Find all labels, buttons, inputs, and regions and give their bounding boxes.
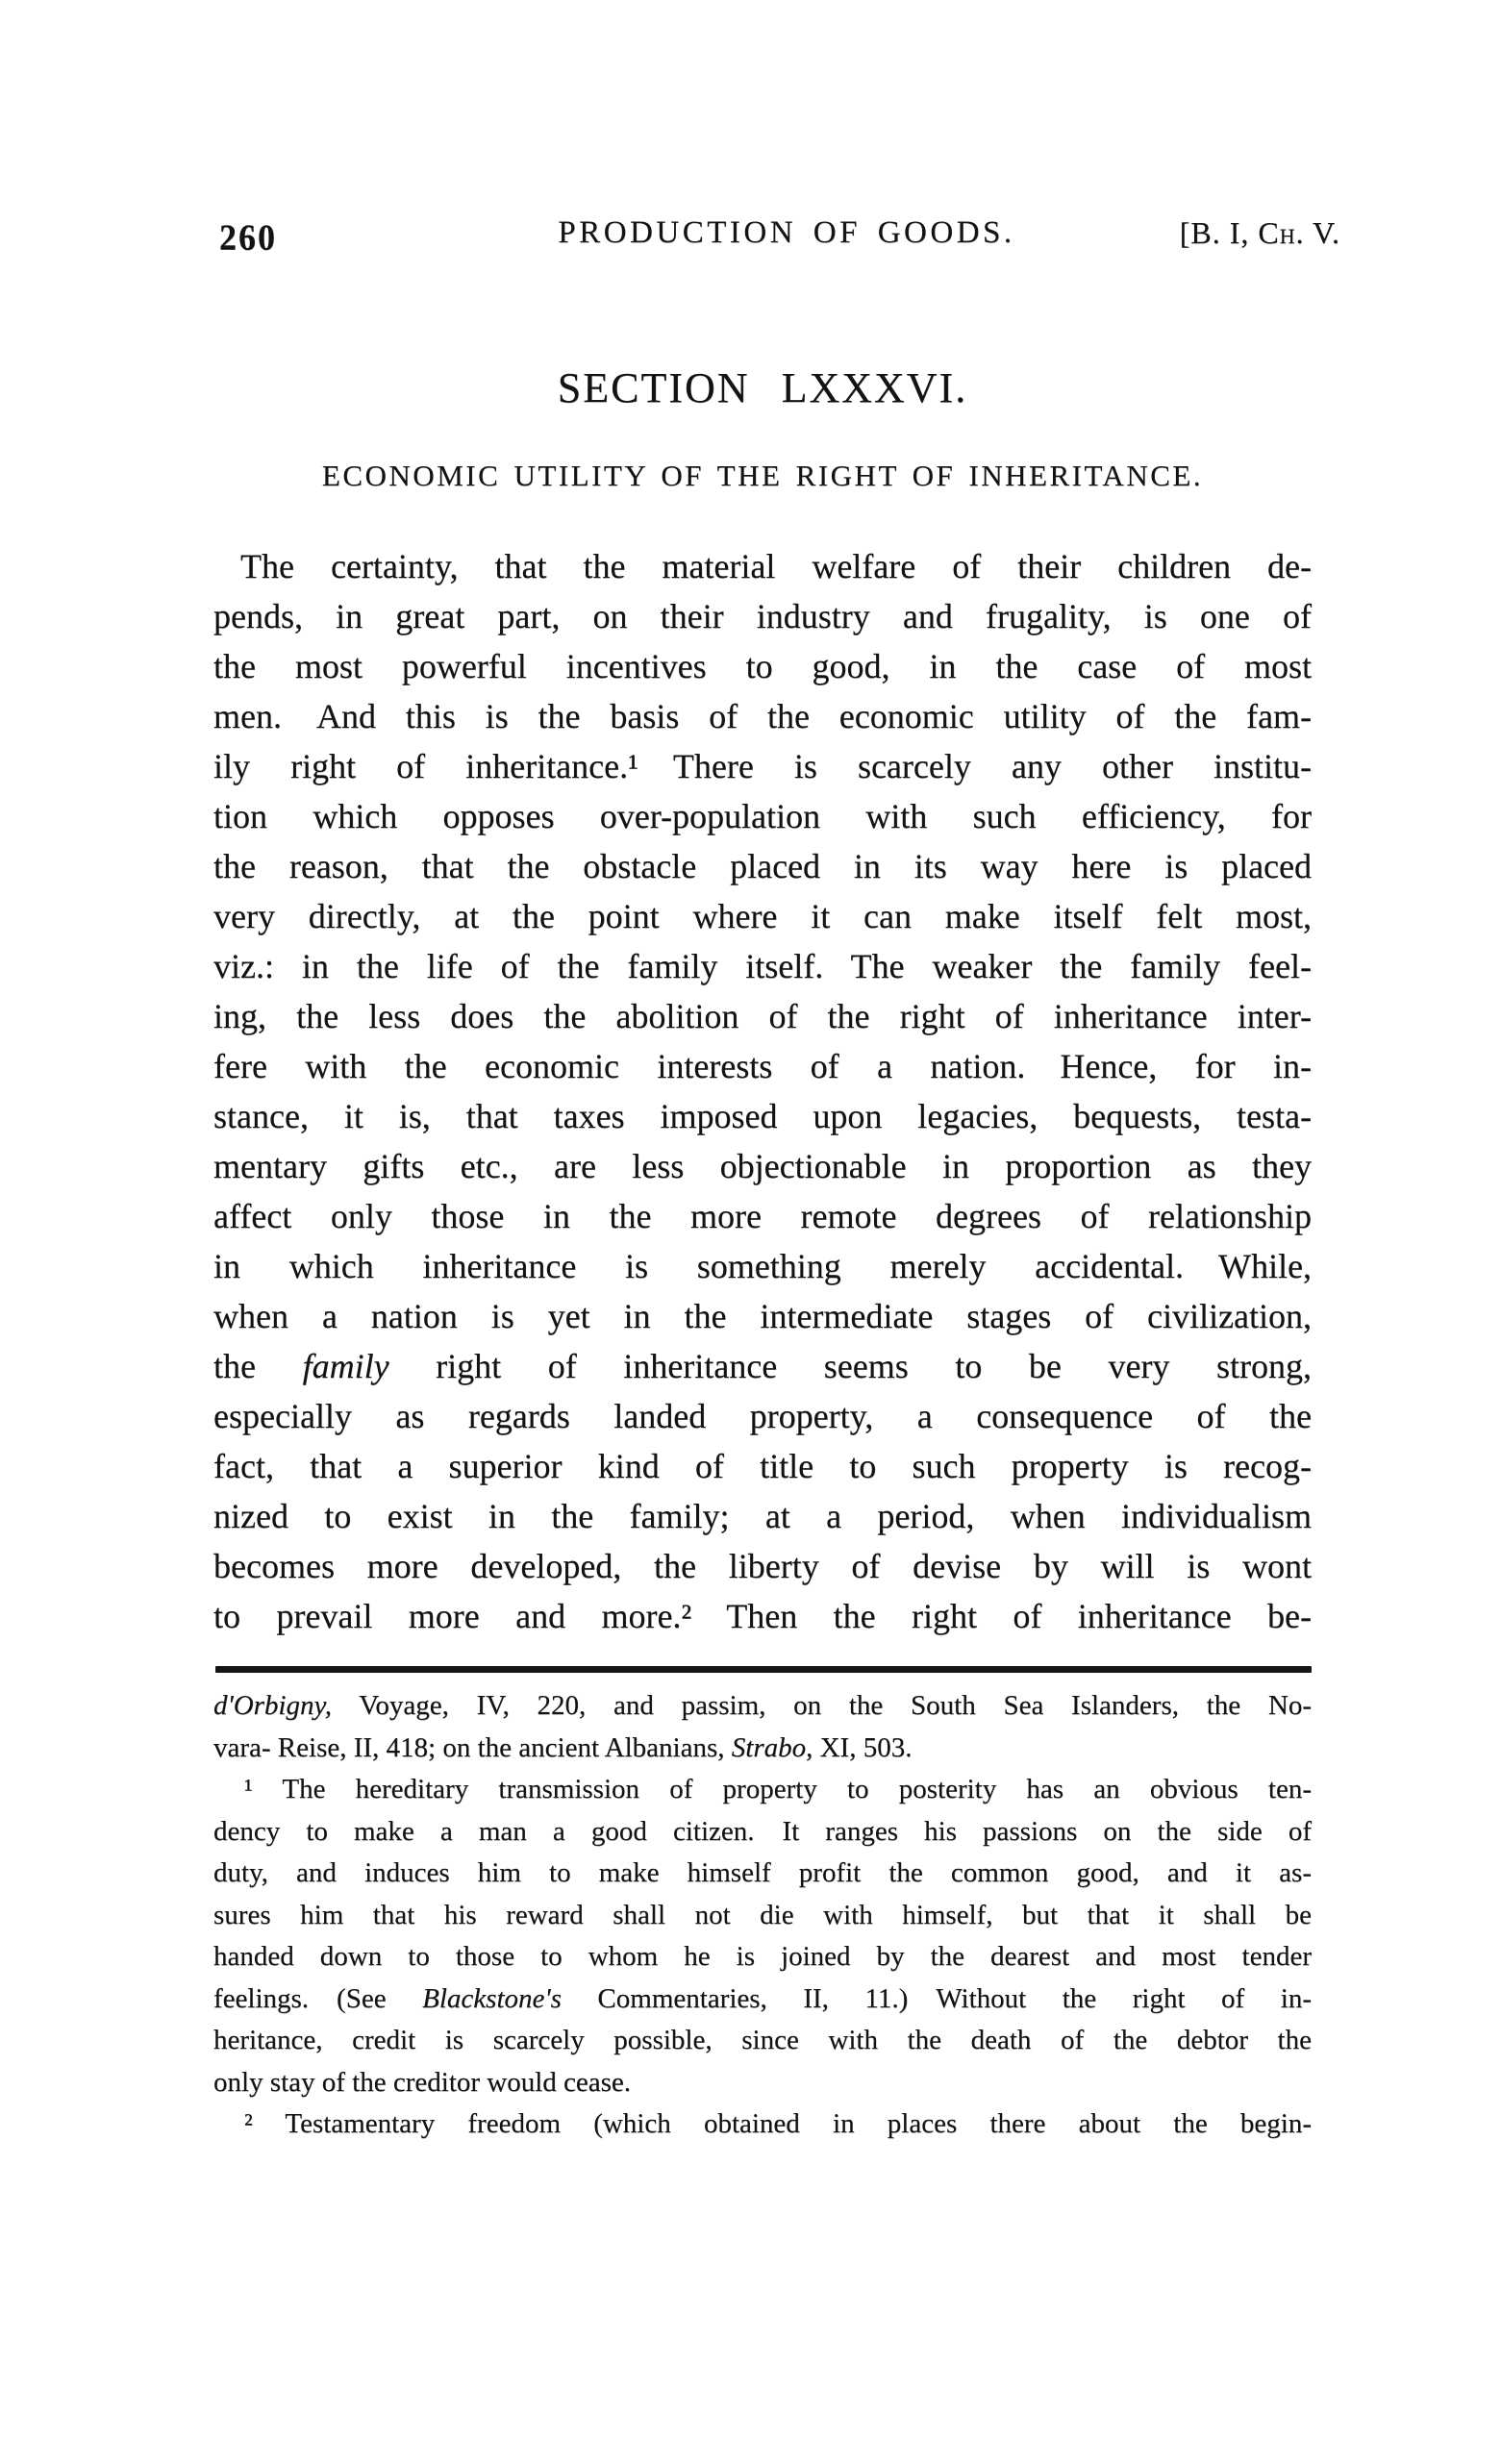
body-line: fere with the economic interests of a nation. Hence, for in- xyxy=(213,1047,1312,1085)
footnotes-block xyxy=(213,1685,1312,2146)
footnote-line: handed down to those to whom he is joined by the dearest and most tender xyxy=(213,1941,1312,1972)
footnote-line: heritance, credit is scarcely possible, since with the death of the debtor the xyxy=(213,2025,1312,2055)
body-line: ily right of inheritance.¹ There is scarcely any other institu- xyxy=(213,747,1312,785)
body-line: pends, in great part, on their industry and frugality, is one of xyxy=(213,597,1312,635)
body-line: men. And this is the basis of the economic utility of the fam- xyxy=(213,697,1312,735)
body-text xyxy=(213,541,1312,1641)
footnote-line: sures him that his reward shall not die with himself, but that it shall be xyxy=(213,1899,1312,1930)
body-line: when a nation is yet in the intermediate stages of civilization, xyxy=(213,1297,1312,1335)
footnote-line: only stay of the creditor would cease. xyxy=(213,2066,632,2098)
footnote-line: duty, and induces him to make himself profit the common good, and it as- xyxy=(213,1857,1312,1888)
body-line: affect only those in the more remote degrees of relationship xyxy=(213,1197,1312,1235)
body-line: mentary gifts etc., are less objectionable in proportion as they xyxy=(213,1147,1312,1185)
body-line: becomes more developed, the liberty of devise by will is wont xyxy=(213,1547,1312,1585)
body-line: the most powerful incentives to good, in the case of most xyxy=(213,647,1312,685)
footnote-line: ¹ The hereditary transmission of property to posterity has an obvious ten- xyxy=(244,1774,1312,1804)
footnote-line: vara- Reise, II, 418; on the ancient Albanians, Strabo, XI, 503. xyxy=(213,1731,913,1763)
body-line: stance, it is, that taxes imposed upon legacies, bequests, testa- xyxy=(213,1097,1312,1135)
body-line: nized to exist in the family; at a period, when individualism xyxy=(213,1497,1312,1535)
body-line: especially as regards landed property, a consequence of the xyxy=(213,1397,1312,1435)
footnote-line: feelings. (See Blackstone's Commentaries, II, 11.) Without the right of in- xyxy=(213,1982,1312,2014)
running-title: PRODUCTION OF GOODS. xyxy=(558,215,1015,250)
section-heading: SECTION LXXXVI. xyxy=(557,364,968,411)
body-line: very directly, at the point where it can make itself felt most, xyxy=(213,897,1312,935)
running-header xyxy=(213,215,1340,258)
body-line: in which inheritance is something merely accidental. While, xyxy=(213,1247,1312,1285)
footnote-line: dency to make a man a good citizen. It ranges his passions on the side of xyxy=(213,1815,1312,1847)
body-line: the reason, that the obstacle placed in its way here is placed xyxy=(213,847,1312,885)
footnote-line: d'Orbigny, Voyage, IV, 220, and passim, on the South Sea Islanders, the No- xyxy=(213,1690,1312,1721)
body-line: viz.: in the life of the family itself. The weaker the family feel- xyxy=(213,947,1312,985)
body-line: the family right of inheritance seems to be very strong, xyxy=(213,1347,1312,1385)
footnote-divider-rule xyxy=(215,1666,1312,1673)
body-line: to prevail more and more.² Then the right of inheritance be- xyxy=(213,1597,1312,1635)
page-number: 260 xyxy=(219,217,277,258)
footnote-line: ² Testamentary freedom (which obtained in places there about the begin- xyxy=(244,2108,1312,2139)
section-subheading: ECONOMIC UTILITY OF THE RIGHT OF INHERITANCE. xyxy=(321,459,1204,492)
body-line: tion which opposes over-population with such efficiency, for xyxy=(213,797,1312,835)
body-line: ing, the less does the abolition of the right of inheritance inter- xyxy=(213,997,1312,1035)
chapter-reference: [B. I, Ch. V. xyxy=(1179,215,1340,250)
body-line: The certainty, that the material welfare of their children de- xyxy=(240,547,1312,585)
body-line: fact, that a superior kind of title to such property is recog- xyxy=(213,1447,1312,1485)
